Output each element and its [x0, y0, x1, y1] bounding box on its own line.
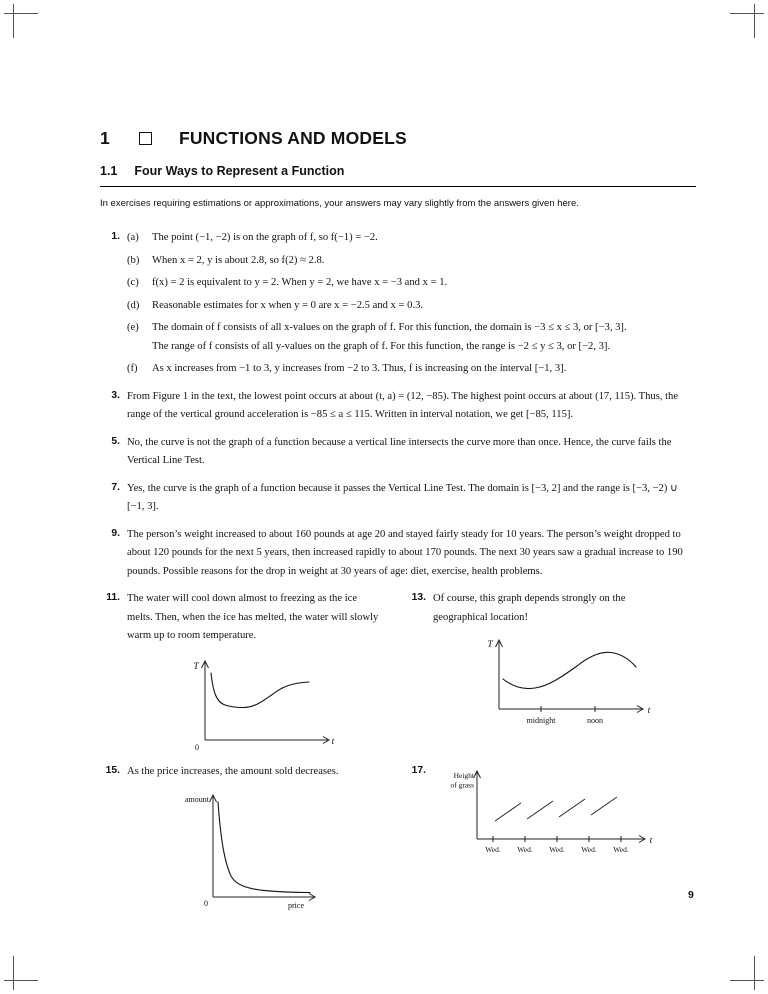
crop-mark — [13, 956, 14, 990]
y-axis-label-line1: Height — [453, 770, 474, 780]
chapter-heading — [100, 128, 696, 149]
midnight-tick-label: midnight — [526, 716, 556, 725]
crop-mark — [13, 4, 14, 38]
exercise-text: The person’s weight increased to about 160 pounds at age 20 and stayed fairly steady for 10 years. The person’s weight dropped to about 120 pounds for the next 5 years, then increased rapidly to about 170 pounds. The next 30 years saw a gradual increase to 190 pounds. Possible reasons for the drop in weight at 30 years of age: diet, exercise, health problems. — [127, 528, 683, 577]
section-heading — [100, 164, 696, 178]
crop-mark — [730, 980, 764, 981]
exercise-text: The water will cool down almost to freezing as the ice melts. Then, when the ice has melted, the water will slowly warm up to room temperature. — [127, 593, 379, 641]
chapter-square-icon — [139, 132, 152, 145]
exercise-9 — [100, 526, 696, 582]
exercise-number: 3. — [111, 389, 120, 401]
y-axis-label: amount — [185, 795, 209, 804]
exercise-text: No, the curve is not the graph of a function because a vertical line intersects the curve more than once. Hence, the curve fails the Vertical Line Test. — [127, 436, 672, 466]
x-axis-label: t — [331, 736, 335, 747]
exercise-1-part-e — [127, 319, 627, 356]
wed-tick-label: Wed. — [581, 844, 597, 854]
exercise-3 — [100, 388, 696, 425]
x-axis-label: t — [647, 706, 651, 716]
demand-curve — [218, 802, 310, 893]
exercise-11 — [100, 590, 406, 754]
exercise-17 — [406, 763, 696, 914]
noon-tick-label: noon — [587, 716, 603, 725]
part-text: The domain of f consists of all x-values on the graph of f. For this function, the domain is −3 ≤ x ≤ 3, or [−3, 3]. — [152, 322, 627, 333]
part-text: As x increases from −1 to 3, y increases from −2 to 3. Thus, f is increasing on the interval [−1, 3]. — [152, 363, 567, 374]
grass-growth-segment — [527, 801, 553, 819]
exercise-15 — [100, 763, 406, 914]
exercise-13 — [406, 590, 696, 754]
crop-mark — [4, 13, 38, 14]
section-title: Four Ways to Represent a Function — [134, 164, 345, 178]
part-label: (d) — [127, 299, 140, 311]
part-text: The range of f consists of all y-values on the graph of f. For this function, the range is −2 ≤ y ≤ 3, or [−2, 3]. — [152, 340, 611, 352]
page-number: 9 — [688, 889, 694, 901]
grass-growth-segment — [495, 803, 521, 821]
exercise-text: From Figure 1 in the text, the lowest point occurs at about (t, a) = (12, −85). The highest point occurs at about (17, 115). Thus, the range of the vertical ground acceleration is −85 ≤ a ≤ 115. Written in interval notation, we get [−85, 115]. — [127, 390, 679, 420]
part-label: (f) — [127, 363, 138, 374]
wed-tick-label: Wed. — [613, 844, 629, 854]
chapter-number: 1 — [100, 128, 110, 148]
exercise-number: 11. — [106, 592, 120, 603]
exercise-number: 13. — [411, 592, 426, 603]
exercise-text: Yes, the curve is the graph of a function because it passes the Vertical Line Test. The domain is [−3, 2] and the range is [−3, −2) ∪ [−1, 3]. — [127, 482, 678, 512]
exercise-5 — [100, 434, 696, 471]
temperature-curve — [211, 673, 309, 708]
part-text: The point (−1, −2) is on the graph of f, so f(−1) = −2. — [152, 232, 378, 243]
temperature-curve — [503, 652, 636, 688]
part-text: When x = 2, y is about 2.8, so f(2) ≈ 2.8. — [152, 254, 325, 266]
y-axis-label: T — [487, 640, 493, 650]
crop-mark — [754, 4, 755, 38]
exercise-number: 15. — [105, 764, 120, 776]
exercise-row-15-17 — [100, 763, 696, 923]
part-label: (b) — [127, 254, 140, 266]
y-axis-label: T — [193, 661, 199, 672]
part-label: (e) — [127, 322, 139, 333]
part-text: Reasonable estimates for x when y = 0 are x = −2.5 and x = 0.3. — [152, 299, 424, 311]
exercise-1-part-c — [127, 274, 627, 293]
daily-temperature-graph — [483, 635, 655, 735]
wed-tick-label: Wed. — [485, 844, 501, 854]
origin-label: 0 — [204, 899, 208, 908]
exercise-row-11-13 — [100, 590, 696, 763]
exercise-number: 5. — [111, 435, 120, 447]
exercise-text: Of course, this graph depends strongly on the geographical location! — [433, 593, 626, 623]
crop-mark — [730, 13, 764, 14]
exercise-number: 7. — [111, 481, 120, 493]
crop-mark — [754, 956, 755, 990]
exercise-1-part-f — [127, 360, 627, 379]
grass-growth-segment — [559, 799, 585, 817]
exercise-number: 1. — [111, 231, 120, 242]
y-axis-label-line2: of grass — [450, 780, 474, 789]
section-rule — [100, 186, 696, 187]
price-amount-graph — [163, 789, 323, 913]
x-axis-label: price — [288, 901, 304, 910]
grass-height-graph — [441, 765, 657, 861]
wed-tick-label: Wed. — [549, 844, 565, 854]
water-temperature-graph — [185, 656, 339, 754]
estimation-note: In exercises requiring estimations or approximations, your answers may vary slightly from the answers given here. — [100, 198, 579, 209]
exercise-7 — [100, 480, 696, 517]
exercise-1-part-d — [127, 297, 627, 316]
part-label: (a) — [127, 232, 139, 243]
exercise-list — [100, 229, 696, 922]
page-content — [100, 128, 696, 922]
origin-label: 0 — [195, 742, 199, 752]
exercise-number: 9. — [111, 527, 120, 539]
section-number: 1.1 — [100, 164, 118, 178]
part-label: (c) — [127, 277, 139, 288]
exercise-text: As the price increases, the amount sold decreases. — [127, 765, 339, 777]
grass-growth-segment — [591, 797, 617, 815]
x-axis-label: t — [649, 835, 653, 846]
chapter-title: FUNCTIONS AND MODELS — [178, 128, 407, 148]
exercise-number: 17. — [411, 764, 426, 776]
exercise-1-part-b — [127, 252, 627, 271]
part-text: f(x) = 2 is equivalent to y = 2. When y = 2, we have x = −3 and x = 1. — [152, 277, 448, 288]
crop-mark — [4, 980, 38, 981]
wed-tick-label: Wed. — [517, 844, 533, 854]
exercise-1 — [100, 229, 696, 379]
exercise-1-part-a — [127, 229, 627, 248]
